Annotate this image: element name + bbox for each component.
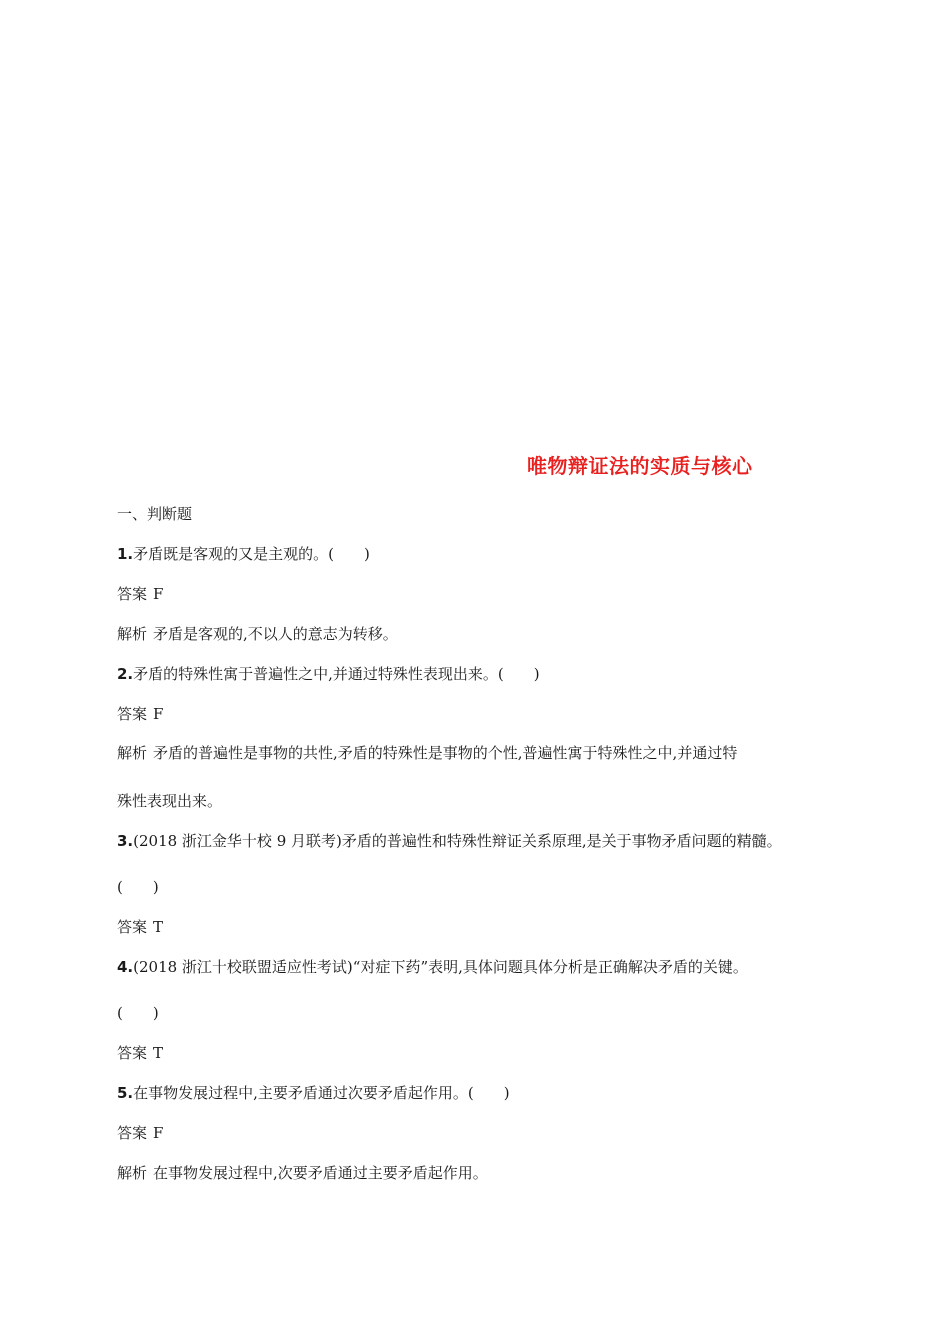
analysis-2 [117,743,737,763]
analysis-2-continued: 殊性表现出来。 [117,792,223,810]
analysis-text: 在事物发展过程中,次要矛盾通过主要矛盾起作用。 [153,1164,488,1182]
answer-4 [117,1043,163,1063]
question-3-blank: ( ) [117,878,159,896]
answer-label: 答案 [117,705,148,723]
answer-label: 答案 [117,918,148,936]
question-text: 在事物发展过程中,主要矛盾通过次要矛盾起作用。( ) [133,1084,510,1102]
question-2 [117,664,540,684]
answer-value: T [153,918,164,936]
page-title: 唯物辩证法的实质与核心 [527,454,753,478]
analysis-1 [117,624,398,644]
question-number: 4. [117,958,134,976]
answer-value: F [153,585,164,603]
answer-value: T [153,1044,164,1062]
section-heading: 一、判断题 [117,505,193,523]
question-number: 2. [117,665,134,683]
analysis-label: 解析 [117,744,148,762]
answer-1 [117,584,163,604]
question-text: (2018 浙江金华十校 9 月联考)矛盾的普遍性和特殊性辩证关系原理,是关于事物矛盾问题的精髓。 [133,832,782,850]
answer-5 [117,1123,163,1143]
answer-label: 答案 [117,585,148,603]
question-number: 3. [117,832,134,850]
question-5 [117,1083,510,1103]
analysis-label: 解析 [117,1164,148,1182]
question-number: 5. [117,1084,134,1102]
answer-3 [117,917,163,937]
question-4-blank: ( ) [117,1004,159,1022]
analysis-text: 矛盾的普遍性是事物的共性,矛盾的特殊性是事物的个性,普遍性寓于特殊性之中,并通过特 [153,744,738,762]
answer-2 [117,704,163,724]
answer-value: F [153,705,164,723]
answer-label: 答案 [117,1044,148,1062]
question-text: (2018 浙江十校联盟适应性考试)“对症下药”表明,具体问题具体分析是正确解决矛盾的关键。 [133,958,748,976]
question-1 [117,544,370,564]
analysis-label: 解析 [117,625,148,643]
question-4 [117,957,748,977]
answer-value: F [153,1124,164,1142]
question-text: 矛盾既是客观的又是主观的。( ) [133,545,370,563]
question-3 [117,831,782,851]
question-text: 矛盾的特殊性寓于普遍性之中,并通过特殊性表现出来。( ) [133,665,540,683]
analysis-text: 矛盾是客观的,不以人的意志为转移。 [153,625,398,643]
analysis-5 [117,1163,488,1183]
question-number: 1. [117,545,134,563]
answer-label: 答案 [117,1124,148,1142]
